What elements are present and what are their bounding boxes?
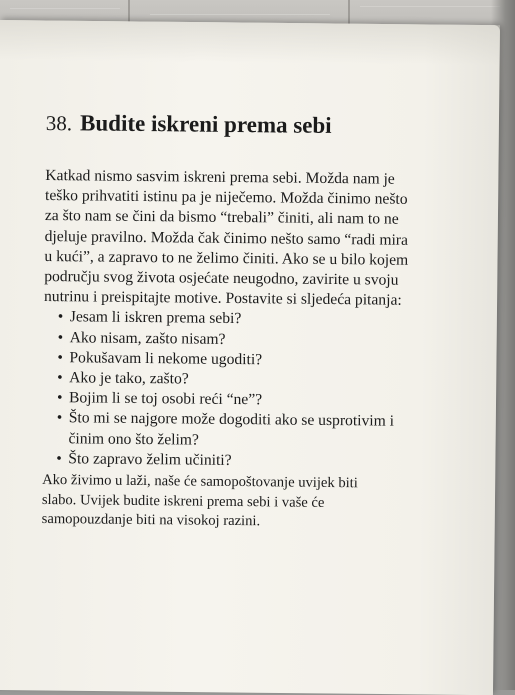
text-line: samopouzdanje biti na visokoj razini.	[41, 511, 261, 530]
question-text: Jesam li iskren prema sebi?	[69, 308, 242, 328]
text-line: teško prihvatiti istinu pa je niječemo. Možda činimo nešto	[45, 187, 408, 208]
text-line: u kući”, a zapravo to ne želimo činiti. Ako se u bilo kojem	[44, 247, 409, 269]
intro-paragraph	[44, 166, 475, 312]
bullet-icon: •	[57, 328, 64, 346]
closing-paragraph	[42, 471, 473, 534]
wood-grain	[360, 6, 500, 7]
bullet-icon: •	[57, 308, 64, 326]
chapter-title: Budite iskreni prema sebi	[79, 110, 332, 138]
bullet-icon: •	[56, 389, 63, 407]
question-text-continued: činim ono što želim?	[68, 429, 200, 449]
text-line: Ako živimo u laži, naše će samopoštovanje uvijek biti	[42, 472, 358, 492]
page-top-shade	[0, 20, 500, 65]
question-text: Bojim li se toj osobi reći “ne”?	[68, 389, 263, 409]
chapter-number: 38.	[45, 110, 73, 136]
question-text: Što zapravo želim učiniti?	[68, 450, 232, 469]
question-text: Ako je tako, zašto?	[69, 369, 189, 388]
list-item	[58, 409, 472, 454]
text-line: Katkad nismo sasvim iskreni prema sebi. Možda nam je	[45, 166, 395, 188]
text-line: području svog života osjećate neugodno, zavirite u svoju	[44, 268, 399, 289]
wood-grain	[150, 14, 330, 15]
text-line: nutrinu i preispitajte motive. Postavite si sljedeća pitanja:	[43, 288, 402, 309]
list-item	[58, 449, 472, 474]
bullet-icon: •	[57, 369, 63, 387]
text-line: slabo. Uvijek budite iskreni prema sebi i vaše će	[41, 491, 325, 511]
page-text	[42, 110, 476, 534]
text-line: za što nam se čini da bismo “trebali” činiti, ali nam to ne	[44, 207, 399, 229]
bullet-icon: •	[56, 409, 63, 427]
chapter-heading	[46, 110, 476, 141]
text-line: djeluje pravilno. Možda čak činimo nešto samo “radi mira	[44, 227, 409, 249]
question-list	[42, 307, 474, 473]
question-text: Pokušavam li nekome ugoditi?	[69, 349, 263, 369]
bullet-icon: •	[57, 348, 63, 367]
wood-grain	[10, 8, 120, 9]
question-text: Ako nisam, zašto nisam?	[69, 328, 226, 348]
question-text: Što mi se najgore može dogoditi ako se usprotivim i	[68, 409, 395, 431]
bullet-icon: •	[56, 449, 62, 468]
